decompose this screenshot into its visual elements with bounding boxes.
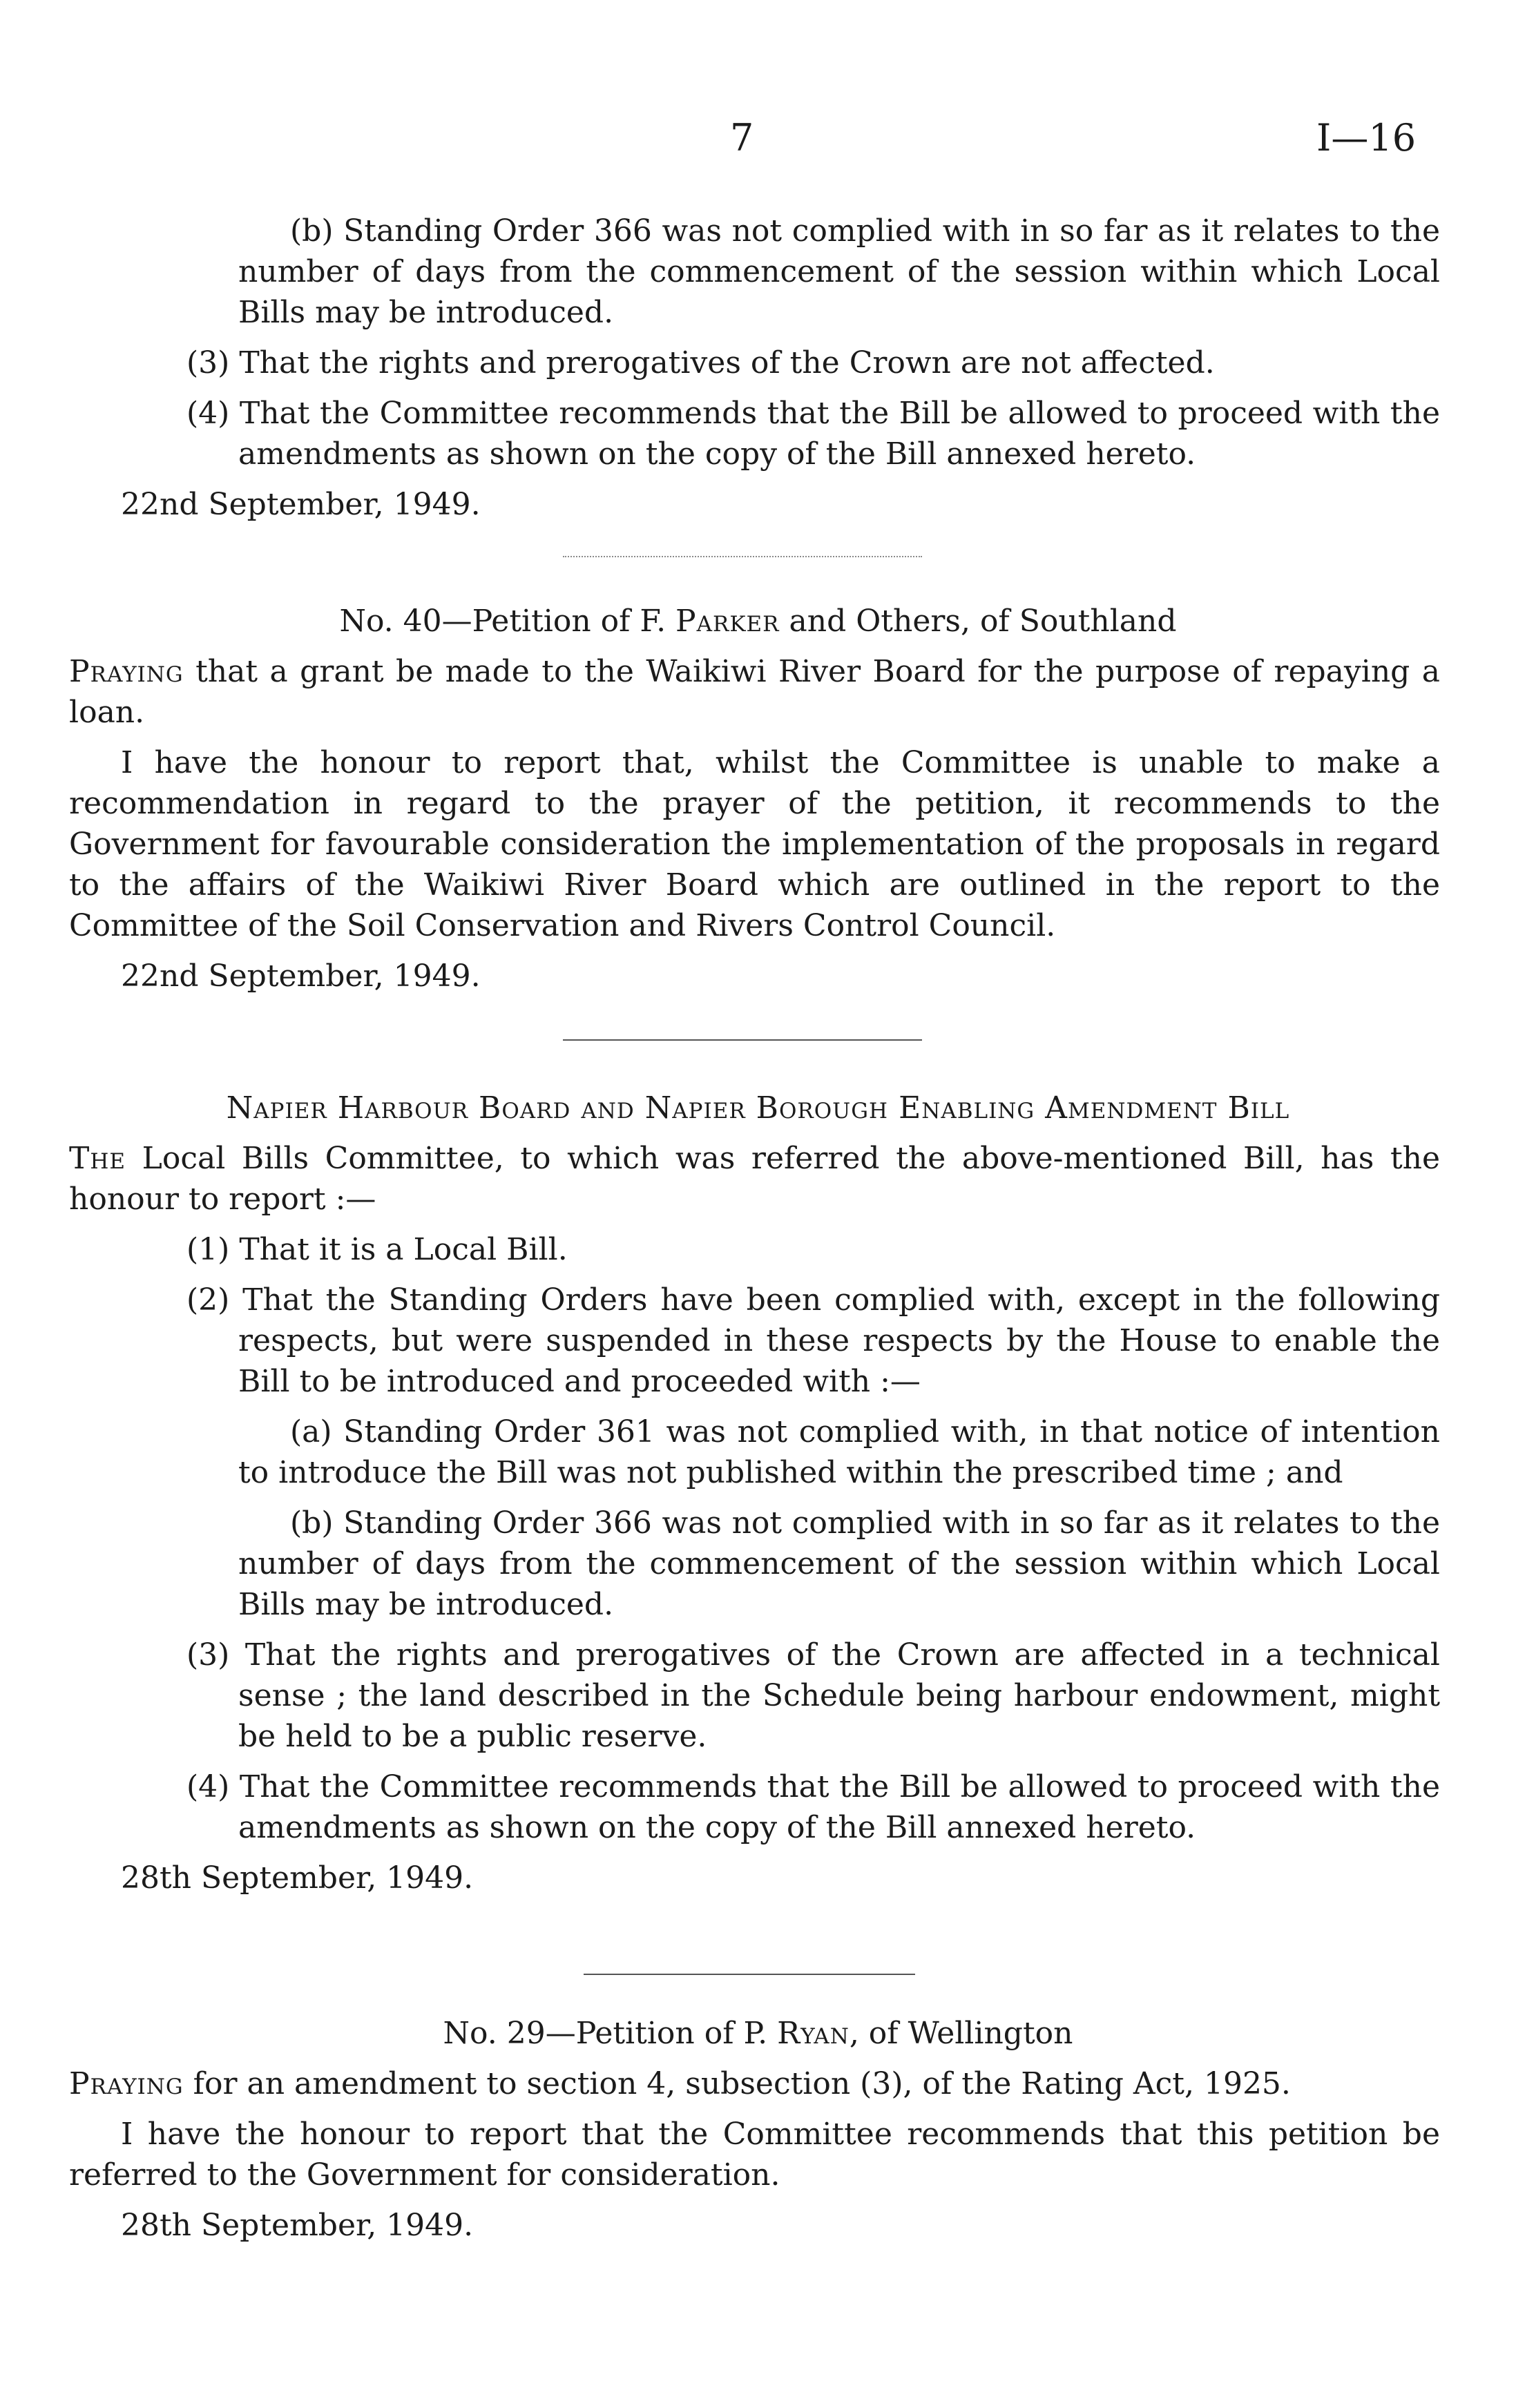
- petition-title: [0, 601, 1516, 642]
- report-paragraph: I have the honour to report that, whilst the Committee is unable to make a recommendation in regard to the prayer of the petition, it recommends to the Government for favourable consideration the implementation of the proposals in regard to the affairs of the Waikiwi River Board which are outlined in the report to the Committee of the Soil Conservation and Rivers Control Council.: [69, 745, 1440, 943]
- section-divider: [563, 1039, 922, 1041]
- numbered-item-2: (2) That the Standing Orders have been complied with, except in the following respects, but were suspended in these respects by the House to enable the Bill to be introduced and proceeded with :—: [186, 1282, 1440, 1399]
- title-prefix: No. 29—Petition of P.: [443, 2016, 778, 2051]
- praying-text: for an amendment to section 4, subsection (3), of the Rating Act, 1925.: [183, 2066, 1291, 2101]
- numbered-item-3: (3) That the rights and prerogatives of the Crown are not affected.: [186, 345, 1215, 381]
- intro-paragraph: [0, 1138, 1516, 1220]
- praying-paragraph: [0, 2063, 1516, 2104]
- intro-text: Local Bills Committee, to which was referred the above-mentioned Bill, has the honour to report :—: [69, 1141, 1440, 1217]
- praying-word: Praying: [69, 2066, 184, 2101]
- report-paragraph: I have the honour to report that the Committee recommends that this petition be referred to the Government for consideration.: [69, 2117, 1440, 2193]
- petitioner-name: Ryan: [777, 2016, 850, 2051]
- section-divider: [563, 556, 922, 557]
- report-date: 22nd September, 1949.: [121, 487, 481, 522]
- sub-item-b: (b) Standing Order 366 was not complied with in so far as it relates to the number of days from the commencement of the session within which Local Bills may be introduced.: [238, 1505, 1440, 1622]
- numbered-item-4: (4) That the Committee recommends that the Bill be allowed to proceed with the amendments as shown on the copy of the Bill annexed hereto.: [186, 1769, 1440, 1845]
- petition-title: [0, 2013, 1516, 2054]
- praying-text: that a grant be made to the Waikiwi River Board for the purpose of repaying a loan.: [69, 654, 1440, 730]
- page-number: 7: [730, 116, 754, 160]
- numbered-item-3: (3) That the rights and prerogatives of the Crown are affected in a technical sense ; the land described in the Schedule being harbour endowment, might be held to be a public reserve.: [186, 1637, 1440, 1754]
- praying-word: Praying: [69, 654, 184, 689]
- report-date: 28th September, 1949.: [121, 1860, 474, 1896]
- report-date: 28th September, 1949.: [121, 2208, 474, 2243]
- document-reference: I—16: [1316, 116, 1417, 160]
- title-prefix: No. 40—Petition of F.: [339, 604, 676, 639]
- petition-29: [0, 2013, 1516, 2246]
- section-divider: [584, 1974, 915, 1975]
- title-suffix: , of Wellington: [849, 2016, 1073, 2051]
- petition-40: [0, 601, 1516, 996]
- intro-word: The: [69, 1141, 126, 1176]
- sub-item-b: (b) Standing Order 366 was not complied with in so far as it relates to the number of days from the commencement of the session within which Local Bills may be introduced.: [238, 213, 1440, 330]
- numbered-item-4: (4) That the Committee recommends that the Bill be allowed to proceed with the amendments as shown on the copy of the Bill annexed hereto.: [186, 396, 1440, 472]
- section-continuation: [0, 211, 1516, 525]
- praying-paragraph: [0, 651, 1516, 733]
- numbered-item-1: (1) That it is a Local Bill.: [186, 1232, 568, 1267]
- petitioner-name: Parker: [675, 604, 780, 639]
- bill-heading: Napier Harbour Board and Napier Borough Enabling Amendment Bill: [226, 1090, 1290, 1126]
- napier-bill-report: [0, 1088, 1516, 1898]
- report-date: 22nd September, 1949.: [121, 959, 481, 994]
- title-suffix: and Others, of Southland: [779, 604, 1177, 639]
- sub-item-a: (a) Standing Order 361 was not complied with, in that notice of intention to introduce the Bill was not published within the prescribed time ; and: [238, 1414, 1440, 1490]
